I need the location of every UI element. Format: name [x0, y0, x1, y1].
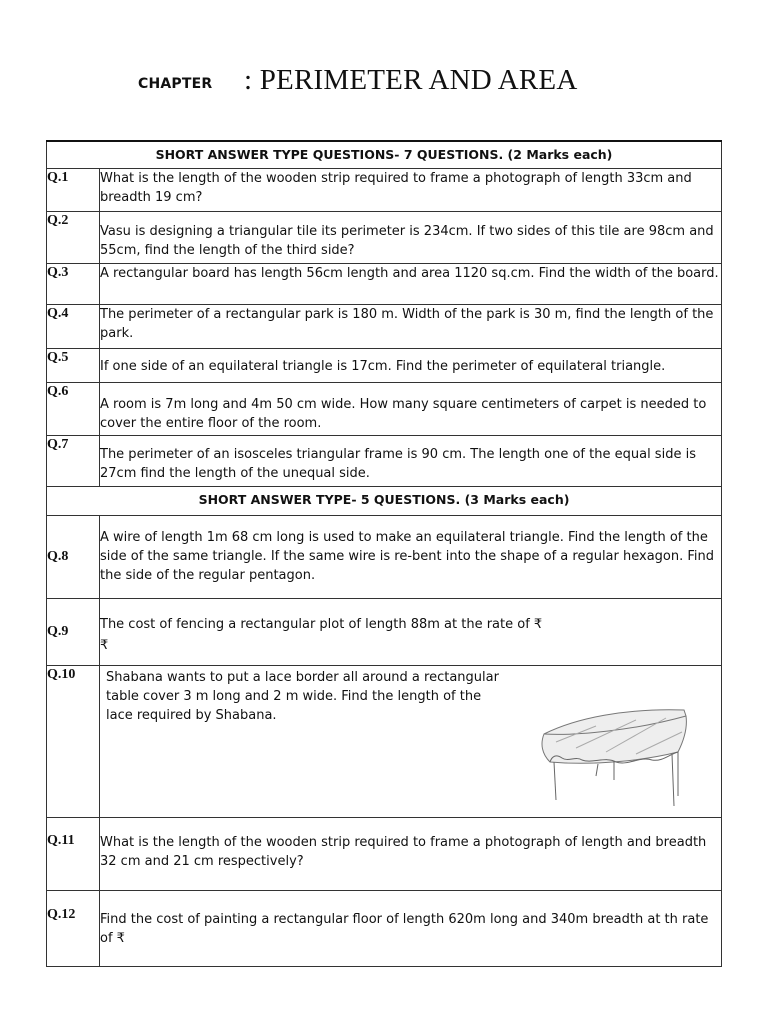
question-text: What is the length of the wooden strip required to frame a photograph of length 33cm and breadth 19 cm?: [100, 169, 722, 212]
question-number: Q.3: [47, 264, 100, 305]
question-number: Q.8: [47, 516, 100, 599]
question-text: Find the cost of painting a rectangular floor of length 620m long and 340m breadth at th rate of ₹: [100, 891, 722, 967]
question-text: The perimeter of an isosceles triangular frame is 90 cm. The length one of the equal side is 27cm find the length of the unequal side.: [100, 436, 722, 487]
question-row-q9: [47, 599, 722, 666]
question-number: Q.9: [47, 599, 100, 666]
question-text: The perimeter of a rectangular park is 180 m. Width of the park is 30 m, find the length of the park.: [100, 305, 722, 349]
question-number: Q.5: [47, 349, 100, 383]
question-text-cell: [100, 666, 722, 818]
chapter-title: : PERIMETER AND AREA: [244, 64, 578, 96]
question-number: Q.2: [47, 212, 100, 264]
question-number: Q.4: [47, 305, 100, 349]
question-number: Q.6: [47, 383, 100, 436]
chapter-header: [138, 64, 738, 104]
section-1-heading: SHORT ANSWER TYPE QUESTIONS- 7 QUESTIONS. (2 Marks each): [47, 141, 722, 169]
question-row-q1: [47, 169, 722, 212]
section-2-heading: SHORT ANSWER TYPE- 5 QUESTIONS. (3 Marks each): [47, 487, 722, 516]
question-row-q2: [47, 212, 722, 264]
questions-table: [46, 140, 722, 967]
covered-table-illustration: [536, 696, 696, 814]
question-row-q4: [47, 305, 722, 349]
question-row-q11: [47, 818, 722, 891]
question-row-q3: [47, 264, 722, 305]
question-row-q6: [47, 383, 722, 436]
question-number: Q.7: [47, 436, 100, 487]
question-text: A room is 7m long and 4m 50 cm wide. How many square centimeters of carpet is needed to cover the entire floor of the room.: [100, 383, 722, 436]
section-heading-row: [47, 141, 722, 169]
question-row-q5: [47, 349, 722, 383]
question-text: Shabana wants to put a lace border all around a rectangular table cover 3 m long and 2 m wide. Find the length of the lace required by Shabana.: [106, 670, 499, 723]
question-text-cell: [100, 599, 722, 666]
question-number: Q.1: [47, 169, 100, 212]
question-number: Q.10: [47, 666, 100, 818]
rupee-symbol: ₹: [100, 638, 109, 653]
question-text: The cost of fencing a rectangular plot of length 88m at the rate of ₹: [100, 617, 543, 632]
question-text: Vasu is designing a triangular tile its perimeter is 234cm. If two sides of this tile are 98cm and 55cm, find the length of the third side?: [100, 212, 722, 264]
chapter-label: CHAPTER: [138, 76, 213, 92]
question-number: Q.12: [47, 891, 100, 967]
question-text: If one side of an equilateral triangle is 17cm. Find the perimeter of equilateral triangle.: [100, 349, 722, 383]
question-text: A wire of length 1m 68 cm long is used to make an equilateral triangle. Find the length of the side of the same triangle. If the same wire is re-bent into the shape of a regular hexagon. Find the side of the regular pentagon.: [100, 516, 722, 599]
question-number: Q.11: [47, 818, 100, 891]
question-row-q7: [47, 436, 722, 487]
section-heading-row: [47, 487, 722, 516]
question-row-q8: [47, 516, 722, 599]
question-row-q10: [47, 666, 722, 818]
question-text: A rectangular board has length 56cm length and area 1120 sq.cm. Find the width of the board.: [100, 264, 722, 305]
question-text: What is the length of the wooden strip required to frame a photograph of length and breadth 32 cm and 21 cm respectively?: [100, 818, 722, 891]
question-row-q12: [47, 891, 722, 967]
